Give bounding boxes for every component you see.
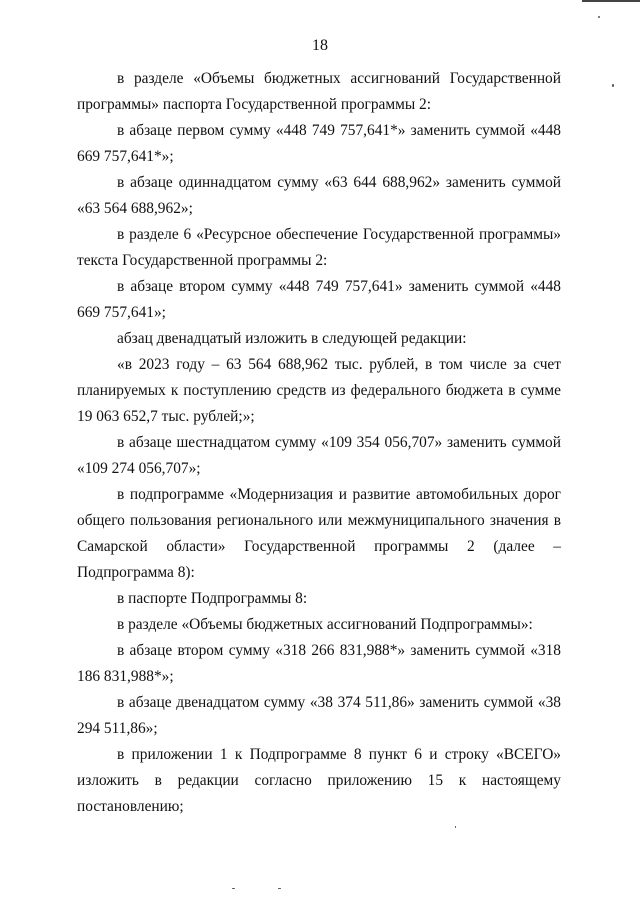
scan-speck	[598, 16, 600, 18]
paragraph-11: в разделе «Объемы бюджетных ассигнований Подпрограммы»:	[117, 616, 533, 633]
paragraph-1: в разделе «Объемы бюджетных ассигнований Государственной программы» паспорта Государственной программы 2:	[77, 70, 561, 113]
page-number: 18	[312, 37, 328, 54]
paragraph-12: в абзаце втором сумму «318 266 831,988*» заменить суммой «318 186 831,988*»;	[77, 642, 561, 685]
paragraph-5: в абзаце втором сумму «448 749 757,641» заменить суммой «448 669 757,641»;	[77, 278, 561, 321]
paragraph-10: в паспорте Подпрограммы 8:	[117, 590, 308, 607]
scan-speck	[278, 888, 281, 889]
paragraph-4: в разделе 6 «Ресурсное обеспечение Государственной программы» текста Государственной программы 2:	[77, 226, 561, 269]
paragraph-2: в абзаце первом сумму «448 749 757,641*» заменить суммой «448 669 757,641*»;	[77, 122, 561, 165]
paragraph-3: в абзаце одиннадцатом сумму «63 644 688,962» заменить суммой «63 564 688,962»;	[77, 174, 561, 217]
paragraph-14: в приложении 1 к Подпрограмме 8 пункт 6 и строку «ВСЕГО» изложить в редакции согласно приложению 15 к настоящему постановлению;	[77, 746, 561, 815]
paragraph-13: в абзаце двенадцатом сумму «38 374 511,86» заменить суммой «38 294 511,86»;	[77, 694, 561, 737]
paragraph-8: в абзаце шестнадцатом сумму «109 354 056,707» заменить суммой «109 274 056,707»;	[77, 434, 561, 477]
scan-speck	[232, 888, 235, 889]
paragraph-7: «в 2023 году – 63 564 688,962 тыс. рублей, в том числе за счет планируемых к поступлению средств из федерального бюджета в сумме 19 063 652,7 тыс. рублей;»;	[77, 356, 561, 425]
paragraph-6: абзац двенадцатый изложить в следующей редакции:	[117, 330, 467, 347]
document-body	[77, 66, 561, 820]
scan-speck	[612, 84, 614, 87]
paragraph-9: в подпрограмме «Модернизация и развитие автомобильных дорог общего пользования регионального или межмуниципального значения в Самарской области» Государственной программы 2 (далее – Подпрограмма 8):	[77, 486, 561, 581]
scan-speck	[455, 826, 456, 828]
scan-edge-mark	[582, 0, 640, 2]
